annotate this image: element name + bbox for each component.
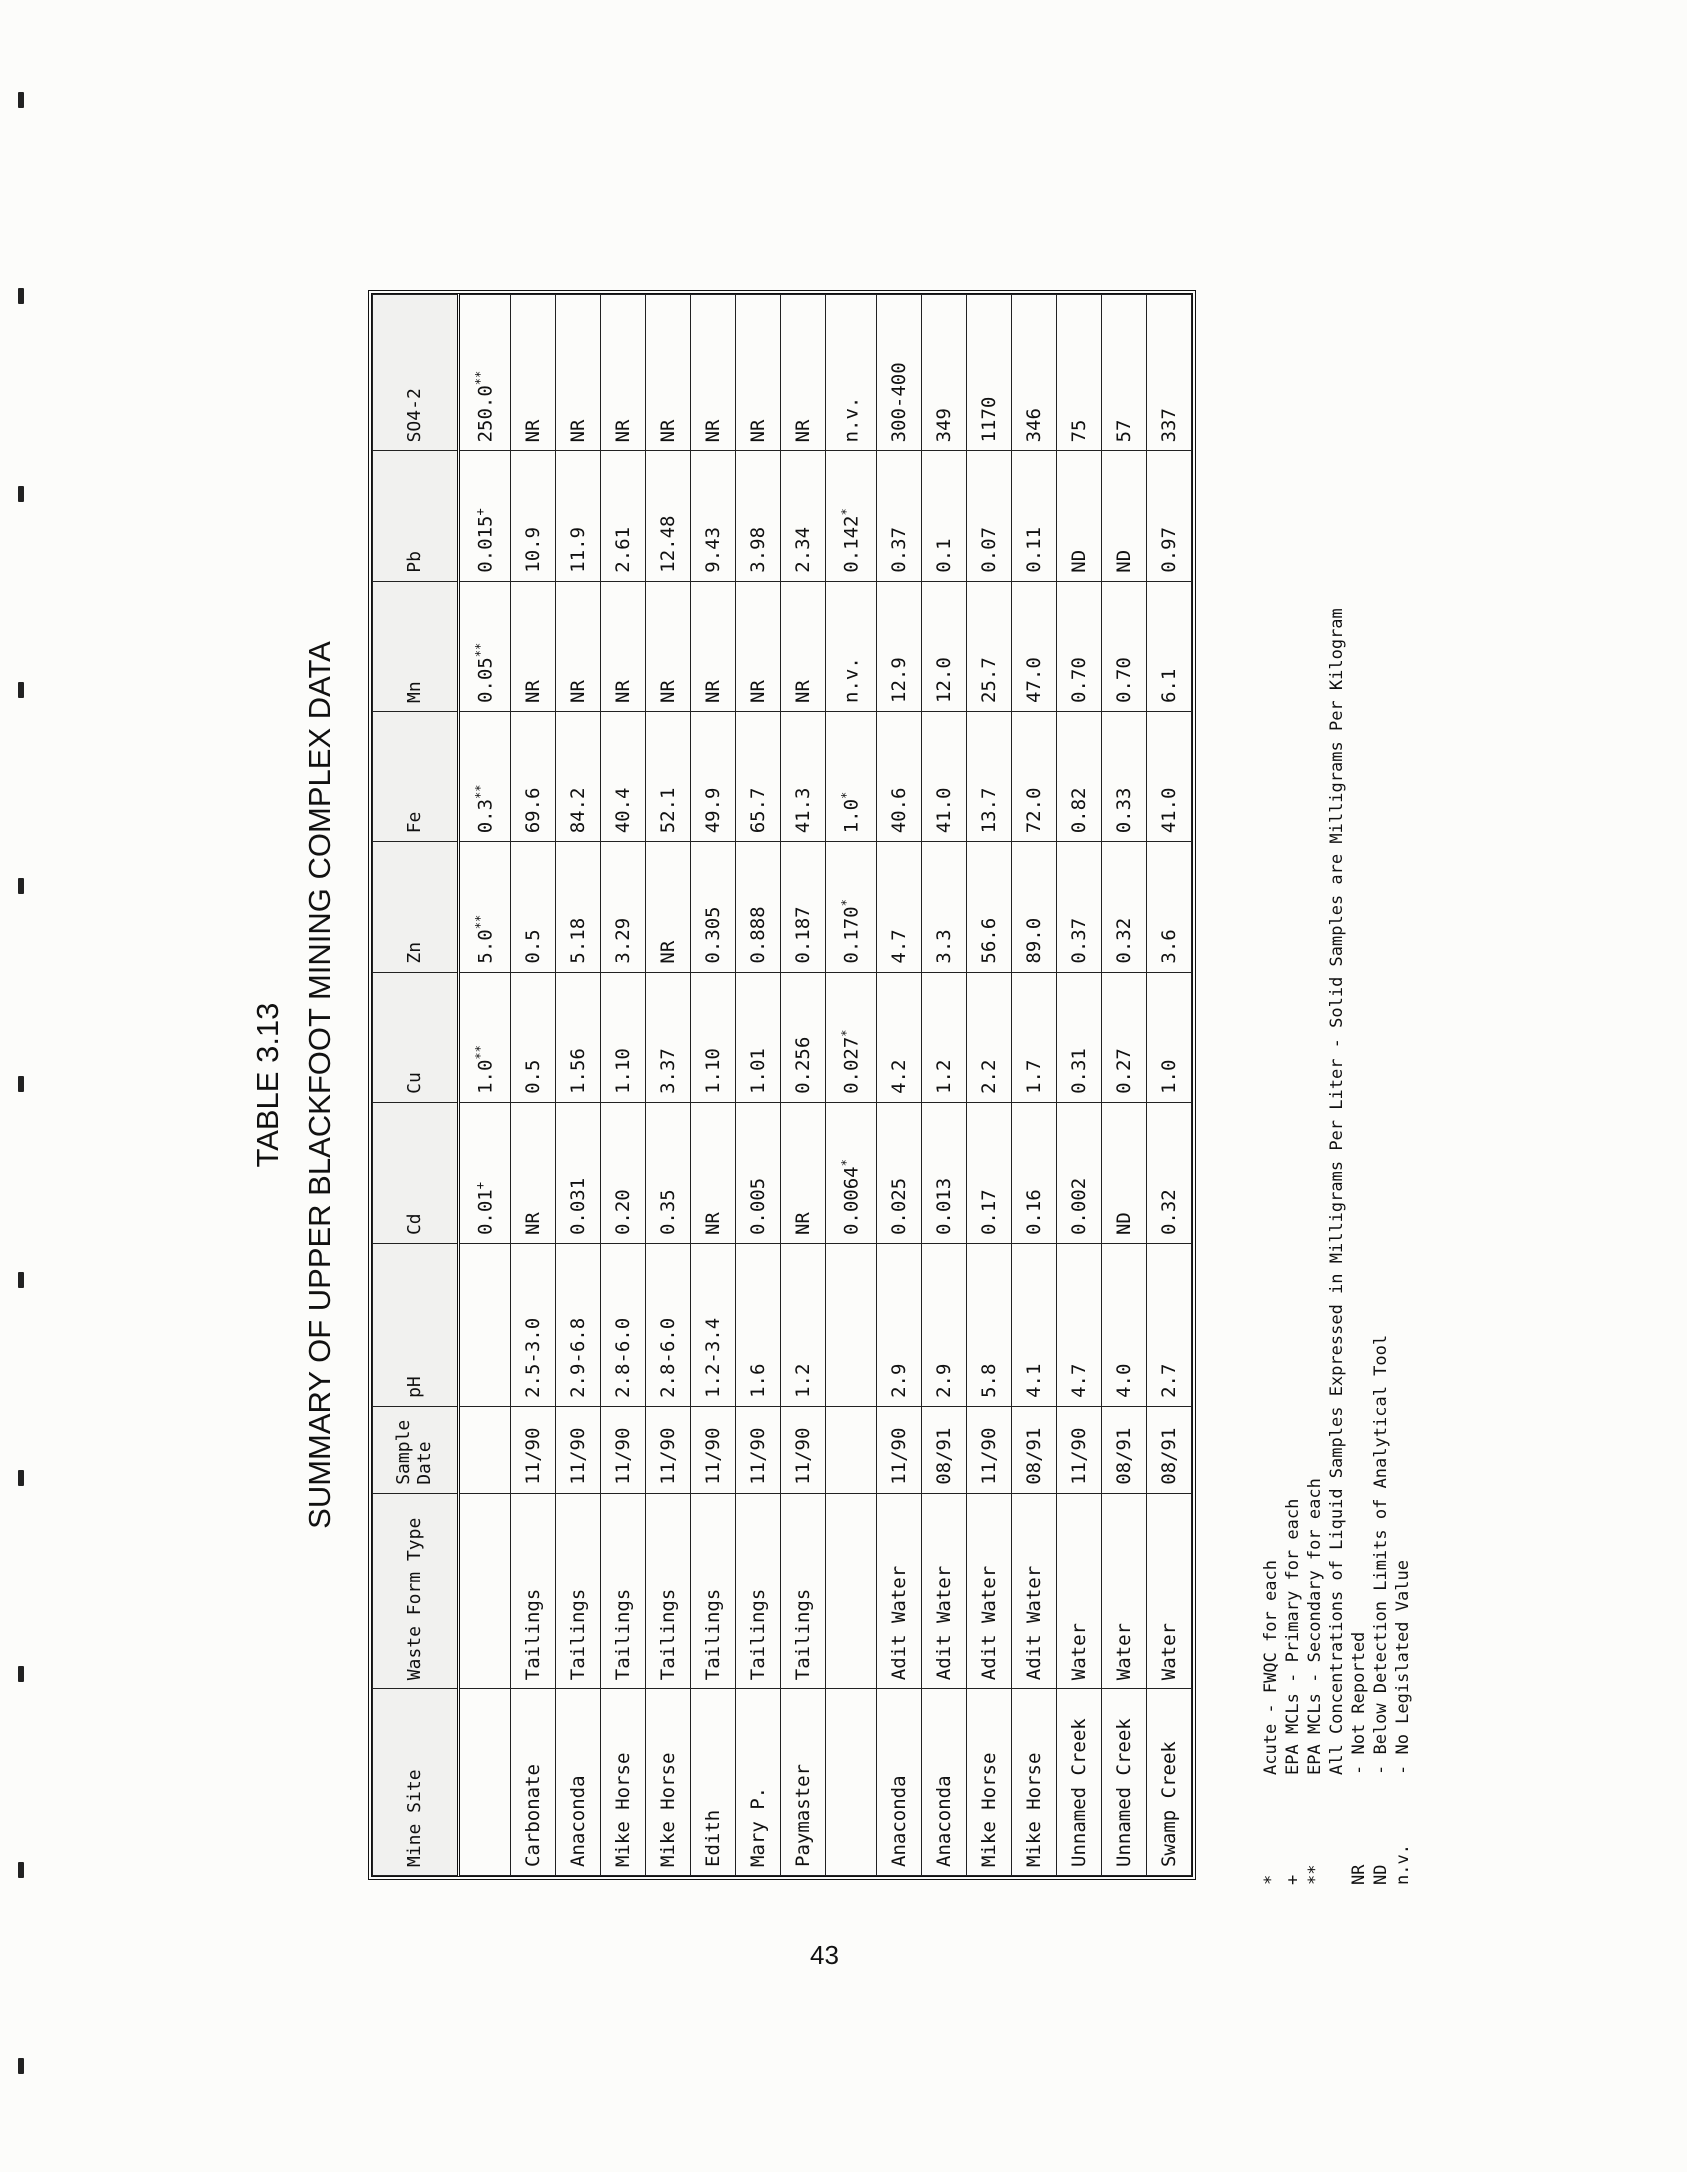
- margin-bullet: [18, 878, 24, 894]
- footnote-symbol: *: [1261, 1874, 1281, 1885]
- table-cell: 0.002: [1057, 1102, 1102, 1243]
- table-cell: 40.6: [877, 712, 922, 842]
- table-cell: 0.27: [1102, 972, 1147, 1102]
- table-cell: 0.70: [1102, 581, 1147, 711]
- table-cell: Unnamed Creek: [1102, 1689, 1147, 1876]
- table-cell: 0.5: [511, 842, 556, 972]
- table-cell: 11/90: [736, 1406, 781, 1493]
- data-table: [372, 294, 1192, 1876]
- std-value: 1.0: [840, 798, 863, 834]
- header-row: [373, 295, 459, 1876]
- table-cell: 5.8: [967, 1244, 1012, 1407]
- header-waste-form-type: Waste Form Type: [373, 1493, 459, 1688]
- footnotes: [1260, 285, 1414, 1885]
- table-cell: 1.01: [736, 972, 781, 1102]
- margin-bullet: [18, 682, 24, 698]
- margin-bullet: [18, 1272, 24, 1288]
- footnote: [1370, 285, 1392, 1885]
- table-cell: 0.70: [1057, 581, 1102, 711]
- footnote: [1304, 285, 1326, 1885]
- footnote-text: - No Legislated Value: [1393, 1560, 1413, 1775]
- water-rows: [877, 295, 1192, 1876]
- table-cell: NR: [511, 295, 556, 451]
- table-cell: 2.8-6.0: [646, 1244, 691, 1407]
- table-cell: 08/91: [1102, 1406, 1147, 1493]
- table-cell: [826, 1244, 877, 1407]
- table-cell: 2.9: [922, 1244, 967, 1407]
- table-cell: 4.7: [1057, 1244, 1102, 1407]
- std-mark: *: [839, 1159, 854, 1167]
- table-title: SUMMARY OF UPPER BLACKFOOT MINING COMPLEX DATA: [302, 641, 337, 1529]
- table-cell: Water: [1147, 1493, 1192, 1688]
- table-cell: 3.3: [922, 842, 967, 972]
- data-table-frame: [368, 290, 1196, 1880]
- table-cell: 6.1: [1147, 581, 1192, 711]
- table-cell: 5.18: [556, 842, 601, 972]
- table-cell: ND: [1102, 451, 1147, 581]
- acute-pb: [826, 451, 877, 581]
- table-cell: 11/90: [967, 1406, 1012, 1493]
- table-cell: 12.48: [646, 451, 691, 581]
- table-cell: 1.2-3.4: [691, 1244, 736, 1407]
- table-cell: 2.2: [967, 972, 1012, 1102]
- table-cell: ND: [1102, 1102, 1147, 1243]
- table-cell: 1.2: [781, 1244, 826, 1407]
- std-mark: +: [473, 508, 488, 516]
- table-cell: 0.888: [736, 842, 781, 972]
- table-cell: [459, 1689, 511, 1876]
- footnote: [1260, 285, 1282, 1885]
- std-mark: *: [839, 899, 854, 907]
- table-cell: 2.61: [601, 451, 646, 581]
- table-cell: [826, 1689, 877, 1876]
- table-cell: 346: [1012, 295, 1057, 451]
- table-cell: 0.305: [691, 842, 736, 972]
- table-cell: Edith: [691, 1689, 736, 1876]
- table-cell: 75: [1057, 295, 1102, 451]
- acute-mn: [826, 581, 877, 711]
- table-cell: 11/90: [556, 1406, 601, 1493]
- table-cell: 11/90: [601, 1406, 646, 1493]
- table-row: [1057, 295, 1102, 1876]
- std-value: 250.0: [474, 385, 497, 443]
- footnote: [1392, 285, 1414, 1885]
- std-value: 0.05: [474, 657, 497, 703]
- standard-zn: [459, 842, 511, 972]
- footnote: [1282, 285, 1304, 1885]
- std-mark: **: [473, 642, 488, 658]
- table-row: [967, 295, 1012, 1876]
- header-mn: Mn: [373, 581, 459, 711]
- table-cell: 0.17: [967, 1102, 1012, 1243]
- table-cell: 2.7: [1147, 1244, 1192, 1407]
- header-so4: SO4-2: [373, 295, 459, 451]
- std-mark: *: [839, 791, 854, 799]
- std-value: n.v.: [840, 657, 863, 703]
- table-cell: NR: [736, 295, 781, 451]
- table-cell: 3.37: [646, 972, 691, 1102]
- table-cell: 49.9: [691, 712, 736, 842]
- table-cell: NR: [556, 581, 601, 711]
- table-cell: 0.5: [511, 972, 556, 1102]
- table-row: [556, 295, 601, 1876]
- table-cell: NR: [646, 581, 691, 711]
- table-cell: Tailings: [511, 1493, 556, 1688]
- standard-so4: [459, 295, 511, 451]
- table-cell: 41.0: [1147, 712, 1192, 842]
- table-cell: Mary P.: [736, 1689, 781, 1876]
- table-cell: Adit Water: [1012, 1493, 1057, 1688]
- table-cell: NR: [736, 581, 781, 711]
- table-cell: 11/90: [691, 1406, 736, 1493]
- std-value: 5.0: [474, 929, 497, 964]
- table-cell: Anaconda: [922, 1689, 967, 1876]
- table-cell: 84.2: [556, 712, 601, 842]
- table-cell: 0.32: [1147, 1102, 1192, 1243]
- table-cell: 52.1: [646, 712, 691, 842]
- table-cell: NR: [601, 295, 646, 451]
- table-cell: 0.025: [877, 1102, 922, 1243]
- table-cell: 1.7: [1012, 972, 1057, 1102]
- table-cell: 4.7: [877, 842, 922, 972]
- header-ph: pH: [373, 1244, 459, 1407]
- table-cell: Water: [1057, 1493, 1102, 1688]
- table-cell: Mike Horse: [967, 1689, 1012, 1876]
- margin-bullet: [18, 288, 24, 304]
- table-cell: Swamp Creek: [1147, 1689, 1192, 1876]
- table-cell: 2.8-6.0: [601, 1244, 646, 1407]
- footnote-symbol: [1326, 1775, 1348, 1885]
- table-cell: 0.256: [781, 972, 826, 1102]
- table-cell: [826, 1406, 877, 1493]
- table-cell: NR: [511, 581, 556, 711]
- table-cell: 0.031: [556, 1102, 601, 1243]
- tailings-rows: [511, 295, 826, 1876]
- table-cell: NR: [691, 581, 736, 711]
- table-cell: 11/90: [646, 1406, 691, 1493]
- table-cell: 1.0: [1147, 972, 1192, 1102]
- table-cell: 57: [1102, 295, 1147, 451]
- table-cell: 0.82: [1057, 712, 1102, 842]
- table-row: [1102, 295, 1147, 1876]
- table-cell: 0.97: [1147, 451, 1192, 581]
- table-cell: 13.7: [967, 712, 1012, 842]
- std-value: 0.3: [474, 798, 497, 834]
- table-row: [781, 295, 826, 1876]
- table-cell: 0.32: [1102, 842, 1147, 972]
- table-cell: Unnamed Creek: [1057, 1689, 1102, 1876]
- table-cell: Adit Water: [922, 1493, 967, 1688]
- table-cell: [459, 1493, 511, 1688]
- table-cell: 0.07: [967, 451, 1012, 581]
- acute-cd: [826, 1102, 877, 1243]
- std-mark: **: [473, 784, 488, 799]
- table-cell: 89.0: [1012, 842, 1057, 972]
- table-cell: Adit Water: [877, 1493, 922, 1688]
- std-value: 1.0: [474, 1059, 497, 1094]
- acute-cu: [826, 972, 877, 1102]
- table-cell: Anaconda: [556, 1689, 601, 1876]
- acute-zn: [826, 842, 877, 972]
- table-cell: NR: [781, 581, 826, 711]
- table-cell: 0.31: [1057, 972, 1102, 1102]
- std-value: 0.170: [840, 906, 863, 964]
- std-mark: **: [473, 370, 488, 386]
- standard-fe: [459, 712, 511, 842]
- table-cell: 10.9: [511, 451, 556, 581]
- table-cell: NR: [691, 295, 736, 451]
- table-cell: 337: [1147, 295, 1192, 451]
- table-cell: 0.005: [736, 1102, 781, 1243]
- std-value: n.v.: [840, 396, 863, 443]
- table-cell: Anaconda: [877, 1689, 922, 1876]
- header-pb: Pb: [373, 451, 459, 581]
- table-cell: Tailings: [781, 1493, 826, 1688]
- table-cell: Tailings: [646, 1493, 691, 1688]
- table-cell: NR: [556, 295, 601, 451]
- table-cell: ND: [1057, 451, 1102, 581]
- header-sample-date: Sample Date: [373, 1406, 459, 1493]
- std-mark: *: [839, 508, 854, 516]
- footnote-text: EPA MCLs - Primary for each: [1283, 1498, 1303, 1775]
- acute-so4: [826, 295, 877, 451]
- table-cell: 4.1: [1012, 1244, 1057, 1407]
- footnote: [1348, 285, 1370, 1885]
- standard-pb: [459, 451, 511, 581]
- standard-cd: [459, 1102, 511, 1243]
- footnote-symbol: NR: [1349, 1864, 1369, 1885]
- table-cell: Water: [1102, 1493, 1147, 1688]
- table-cell: NR: [781, 1102, 826, 1243]
- margin-bullet: [18, 1666, 24, 1682]
- margin-bullet: [18, 1470, 24, 1486]
- table-cell: 3.29: [601, 842, 646, 972]
- margin-bullet: [18, 2058, 24, 2074]
- table-cell: Carbonate: [511, 1689, 556, 1876]
- table-cell: 3.98: [736, 451, 781, 581]
- footnote-text: Acute - FWQC for each: [1261, 1560, 1281, 1775]
- footnote-text: - Below Detection Limits of Analytical Tool: [1371, 1334, 1391, 1775]
- footnote-symbol: ND: [1371, 1864, 1391, 1885]
- margin-bullet: [18, 1076, 24, 1092]
- table-cell: 0.37: [877, 451, 922, 581]
- table-cell: 0.013: [922, 1102, 967, 1243]
- table-cell: 47.0: [1012, 581, 1057, 711]
- table-cell: 69.6: [511, 712, 556, 842]
- standard-cu: [459, 972, 511, 1102]
- header-cd: Cd: [373, 1102, 459, 1243]
- table-cell: 11/90: [877, 1406, 922, 1493]
- table-row: [736, 295, 781, 1876]
- table-cell: 0.37: [1057, 842, 1102, 972]
- table-cell: 300-400: [877, 295, 922, 451]
- table-cell: 4.2: [877, 972, 922, 1102]
- table-cell: 08/91: [1012, 1406, 1057, 1493]
- table-cell: 0.20: [601, 1102, 646, 1243]
- table-row: [601, 295, 646, 1876]
- footnote-text: - Not Reported: [1349, 1631, 1369, 1775]
- table-row: [877, 295, 922, 1876]
- table-cell: 11.9: [556, 451, 601, 581]
- table-cell: 3.6: [1147, 842, 1192, 972]
- table-cell: Adit Water: [967, 1493, 1012, 1688]
- std-value: 0.142: [840, 515, 863, 573]
- table-cell: 1.10: [601, 972, 646, 1102]
- table-cell: Mike Horse: [1012, 1689, 1057, 1876]
- table-cell: Mike Horse: [601, 1689, 646, 1876]
- table-cell: 0.35: [646, 1102, 691, 1243]
- table-cell: 2.9: [877, 1244, 922, 1407]
- table-cell: 56.6: [967, 842, 1012, 972]
- footnote-symbol: n.v.: [1393, 1844, 1413, 1885]
- table-row: [1012, 295, 1057, 1876]
- table-cell: Tailings: [556, 1493, 601, 1688]
- table-cell: 0.33: [1102, 712, 1147, 842]
- std-value: 0.0064: [840, 1166, 863, 1236]
- table-cell: 40.4: [601, 712, 646, 842]
- std-value: 0.01: [474, 1189, 497, 1236]
- header-mine-site: Mine Site: [373, 1689, 459, 1876]
- standards-row: [459, 295, 511, 1876]
- table-cell: 0.11: [1012, 451, 1057, 581]
- table-cell: NR: [691, 1102, 736, 1243]
- table-row: [1147, 295, 1192, 1876]
- table-cell: 12.9: [877, 581, 922, 711]
- std-value: 0.027: [840, 1036, 863, 1094]
- table-cell: 1.2: [922, 972, 967, 1102]
- standard-mn: [459, 581, 511, 711]
- table-cell: [826, 1493, 877, 1688]
- table-cell: Tailings: [601, 1493, 646, 1688]
- footnote-text: All Concentrations of Liquid Samples Expressed in Milligrams Per Liter - Solid Samples are Milligrams Per Kilogram: [1327, 608, 1347, 1775]
- footnote: [1326, 285, 1348, 1885]
- table-cell: 2.9-6.8: [556, 1244, 601, 1407]
- table-cell: Mike Horse: [646, 1689, 691, 1876]
- table-cell: 08/91: [922, 1406, 967, 1493]
- table-cell: NR: [511, 1102, 556, 1243]
- table-cell: 11/90: [781, 1406, 826, 1493]
- table-cell: 0.16: [1012, 1102, 1057, 1243]
- table-cell: 08/91: [1147, 1406, 1192, 1493]
- header-zn: Zn: [373, 842, 459, 972]
- table-cell: 12.0: [922, 581, 967, 711]
- std-mark: **: [473, 1045, 488, 1060]
- table-cell: 25.7: [967, 581, 1012, 711]
- table-cell: Tailings: [736, 1493, 781, 1688]
- margin-bullet: [18, 92, 24, 108]
- table-cell: Tailings: [691, 1493, 736, 1688]
- footnote-symbol: +: [1283, 1874, 1303, 1885]
- table-cell: 349: [922, 295, 967, 451]
- table-cell: Paymaster: [781, 1689, 826, 1876]
- table-row: [691, 295, 736, 1876]
- rotated-table-page: [250, 285, 1413, 1885]
- table-cell: NR: [646, 295, 691, 451]
- table-cell: 11/90: [1057, 1406, 1102, 1493]
- table-cell: NR: [646, 842, 691, 972]
- std-value: 0.015: [474, 515, 497, 573]
- table-cell: 1.6: [736, 1244, 781, 1407]
- table-cell: [459, 1406, 511, 1493]
- header-cu: Cu: [373, 972, 459, 1102]
- table-cell: 1170: [967, 295, 1012, 451]
- table-row: [922, 295, 967, 1876]
- table-cell: 41.3: [781, 712, 826, 842]
- page-number: 43: [810, 1940, 839, 1970]
- table-cell: NR: [601, 581, 646, 711]
- table-cell: [459, 1244, 511, 1407]
- table-number: TABLE 3.13: [250, 1002, 285, 1168]
- table-row: [646, 295, 691, 1876]
- table-cell: 4.0: [1102, 1244, 1147, 1407]
- table-cell: 1.56: [556, 972, 601, 1102]
- margin-bullet: [18, 486, 24, 502]
- table-cell: 65.7: [736, 712, 781, 842]
- table-cell: 41.0: [922, 712, 967, 842]
- table-cell: 11/90: [511, 1406, 556, 1493]
- margin-bullet: [18, 1862, 24, 1878]
- std-mark: **: [473, 914, 488, 930]
- table-cell: 1.10: [691, 972, 736, 1102]
- acute-standards-row: [826, 295, 877, 1876]
- footnote-text: EPA MCLs - Secondary for each: [1305, 1478, 1325, 1775]
- table-cell: 0.187: [781, 842, 826, 972]
- table-cell: 9.43: [691, 451, 736, 581]
- acute-fe: [826, 712, 877, 842]
- std-mark: +: [473, 1182, 488, 1190]
- table-cell: 2.34: [781, 451, 826, 581]
- std-mark: *: [839, 1029, 854, 1037]
- table-row: [511, 295, 556, 1876]
- header-fe: Fe: [373, 712, 459, 842]
- table-cell: 2.5-3.0: [511, 1244, 556, 1407]
- footnote-symbol: **: [1305, 1864, 1325, 1885]
- table-cell: 0.1: [922, 451, 967, 581]
- table-cell: 72.0: [1012, 712, 1057, 842]
- table-cell: NR: [781, 295, 826, 451]
